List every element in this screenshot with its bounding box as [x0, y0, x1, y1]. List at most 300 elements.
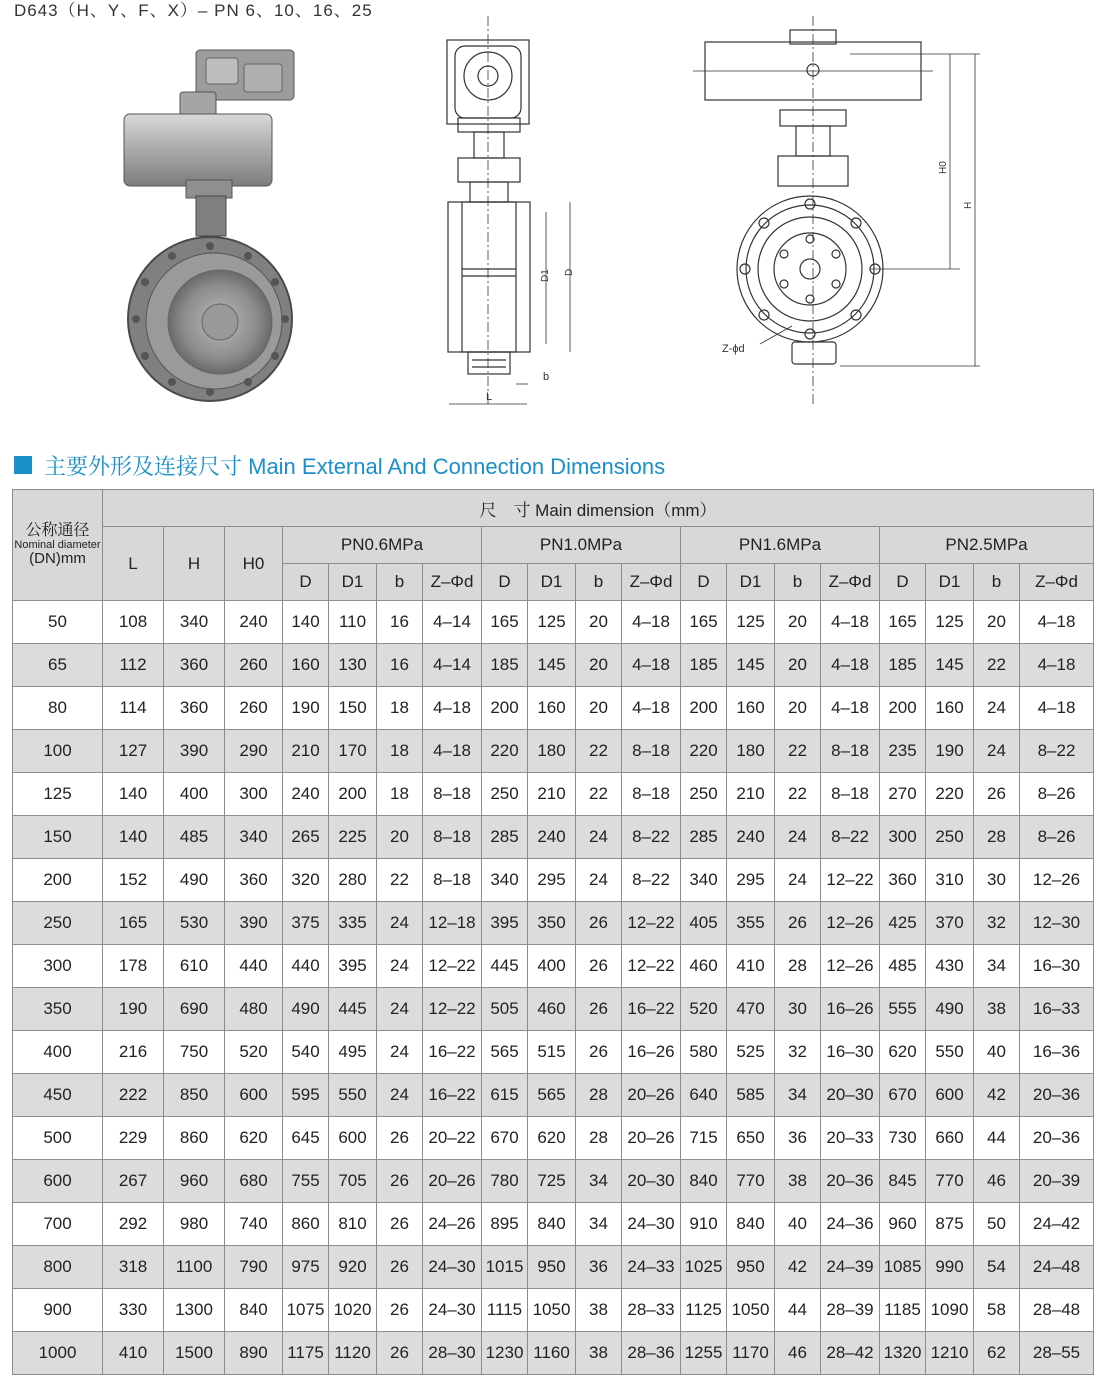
table-cell: 660 — [926, 1117, 974, 1160]
sub-column-header: Z–Φd — [1020, 564, 1094, 601]
table-cell: 40 — [974, 1031, 1020, 1074]
table-cell: 125 — [926, 601, 974, 644]
nominal-diameter-cell: 125 — [13, 773, 103, 816]
table-cell: 16–22 — [423, 1074, 482, 1117]
valve-photo — [124, 50, 294, 401]
table-cell: 300 — [880, 816, 926, 859]
table-cell: 8–18 — [821, 730, 880, 773]
table-cell: 360 — [164, 687, 225, 730]
table-cell: 750 — [164, 1031, 225, 1074]
table-cell: 250 — [926, 816, 974, 859]
table-cell: 24–36 — [821, 1203, 880, 1246]
sub-column-header: D — [681, 564, 727, 601]
table-cell: 28 — [576, 1117, 622, 1160]
table-cell: 790 — [225, 1246, 283, 1289]
table-cell: 190 — [926, 730, 974, 773]
table-cell: 20–26 — [622, 1117, 681, 1160]
sub-column-header: b — [775, 564, 821, 601]
table-cell: 24 — [974, 730, 1020, 773]
table-cell: 990 — [926, 1246, 974, 1289]
table-cell: 470 — [727, 988, 775, 1031]
table-cell: 20 — [377, 816, 423, 859]
table-cell: 860 — [283, 1203, 329, 1246]
table-cell: 22 — [576, 773, 622, 816]
table-cell: 200 — [880, 687, 926, 730]
table-cell: 300 — [225, 773, 283, 816]
nominal-diameter-cell: 200 — [13, 859, 103, 902]
nominal-diameter-cell: 350 — [13, 988, 103, 1031]
table-cell: 4–18 — [1020, 644, 1094, 687]
table-cell: 4–14 — [423, 644, 482, 687]
table-cell: 12–22 — [622, 902, 681, 945]
sub-column-header: D1 — [528, 564, 576, 601]
table-cell: 145 — [727, 644, 775, 687]
nominal-diameter-cell: 150 — [13, 816, 103, 859]
table-cell: 550 — [329, 1074, 377, 1117]
nominal-diameter-en: Nominal diameter — [14, 538, 101, 551]
nominal-diameter-cell: 50 — [13, 601, 103, 644]
table-cell: 4–18 — [622, 687, 681, 730]
table-cell: 490 — [164, 859, 225, 902]
nominal-diameter-cell: 450 — [13, 1074, 103, 1117]
table-cell: 860 — [164, 1117, 225, 1160]
table-row — [13, 644, 1094, 687]
table-cell: 390 — [164, 730, 225, 773]
table-cell: 920 — [329, 1246, 377, 1289]
table-cell: 1210 — [926, 1332, 974, 1375]
table-cell: 34 — [775, 1074, 821, 1117]
table-cell: 20–30 — [821, 1074, 880, 1117]
table-cell: 355 — [727, 902, 775, 945]
table-cell: 600 — [926, 1074, 974, 1117]
table-cell: 44 — [775, 1289, 821, 1332]
table-cell: 540 — [283, 1031, 329, 1074]
table-cell: 24 — [974, 687, 1020, 730]
sub-column-header: D1 — [329, 564, 377, 601]
column-header-l: L — [103, 527, 164, 601]
table-cell: 140 — [103, 816, 164, 859]
table-cell: 680 — [225, 1160, 283, 1203]
sub-column-header: Z–Φd — [423, 564, 482, 601]
table-cell: 42 — [974, 1074, 1020, 1117]
table-cell: 152 — [103, 859, 164, 902]
table-cell: 127 — [103, 730, 164, 773]
table-cell: 4–18 — [1020, 601, 1094, 644]
table-cell: 840 — [727, 1203, 775, 1246]
table-cell: 26 — [377, 1289, 423, 1332]
table-cell: 145 — [528, 644, 576, 687]
dimensions-table — [12, 489, 1094, 1375]
table-cell: 220 — [681, 730, 727, 773]
table-cell: 400 — [164, 773, 225, 816]
table-cell: 845 — [880, 1160, 926, 1203]
table-cell: 225 — [329, 816, 377, 859]
table-cell: 150 — [329, 687, 377, 730]
nominal-diameter-cell: 300 — [13, 945, 103, 988]
table-cell: 260 — [225, 644, 283, 687]
table-cell: 165 — [103, 902, 164, 945]
sub-column-header: b — [377, 564, 423, 601]
table-cell: 16–36 — [1020, 1031, 1094, 1074]
table-cell: 44 — [974, 1117, 1020, 1160]
table-cell: 520 — [225, 1031, 283, 1074]
table-row — [13, 773, 1094, 816]
table-cell: 165 — [681, 601, 727, 644]
table-cell: 645 — [283, 1117, 329, 1160]
section-heading — [14, 450, 665, 480]
table-cell: 565 — [482, 1031, 528, 1074]
table-cell: 495 — [329, 1031, 377, 1074]
table-cell: 8–18 — [622, 773, 681, 816]
table-cell: 24–26 — [423, 1203, 482, 1246]
table-cell: 26 — [377, 1203, 423, 1246]
table-cell: 20–39 — [1020, 1160, 1094, 1203]
table-cell: 24 — [377, 902, 423, 945]
table-cell: 8–18 — [423, 773, 482, 816]
front-view-h-label: H — [963, 201, 974, 209]
table-cell: 185 — [482, 644, 528, 687]
table-cell: 400 — [528, 945, 576, 988]
table-cell: 310 — [926, 859, 974, 902]
table-row — [13, 1031, 1094, 1074]
section-square-icon — [14, 456, 32, 474]
table-cell: 145 — [926, 644, 974, 687]
table-cell: 12–22 — [622, 945, 681, 988]
table-cell: 12–22 — [423, 988, 482, 1031]
table-cell: 4–14 — [423, 601, 482, 644]
table-cell: 4–18 — [1020, 687, 1094, 730]
sub-column-header: D — [482, 564, 528, 601]
table-cell: 585 — [727, 1074, 775, 1117]
table-cell: 16–33 — [1020, 988, 1094, 1031]
nominal-diameter-cell: 250 — [13, 902, 103, 945]
table-cell: 46 — [775, 1332, 821, 1375]
nominal-diameter-cell: 900 — [13, 1289, 103, 1332]
table-cell: 26 — [775, 902, 821, 945]
table-cell: 705 — [329, 1160, 377, 1203]
side-view-d1-label: D1 — [540, 269, 551, 282]
table-cell: 490 — [926, 988, 974, 1031]
table-cell: 640 — [681, 1074, 727, 1117]
table-cell: 30 — [775, 988, 821, 1031]
table-cell: 24 — [377, 988, 423, 1031]
table-cell: 20 — [775, 644, 821, 687]
table-cell: 20–33 — [821, 1117, 880, 1160]
table-cell: 229 — [103, 1117, 164, 1160]
table-cell: 34 — [576, 1160, 622, 1203]
table-cell: 8–22 — [622, 859, 681, 902]
table-cell: 515 — [528, 1031, 576, 1074]
table-cell: 24 — [377, 945, 423, 988]
table-cell: 180 — [727, 730, 775, 773]
table-cell: 270 — [880, 773, 926, 816]
table-cell: 4–18 — [821, 687, 880, 730]
table-cell: 375 — [283, 902, 329, 945]
table-cell: 28–33 — [622, 1289, 681, 1332]
table-cell: 16–22 — [622, 988, 681, 1031]
table-cell: 28 — [576, 1074, 622, 1117]
table-cell: 770 — [926, 1160, 974, 1203]
table-cell: 24–48 — [1020, 1246, 1094, 1289]
table-cell: 340 — [681, 859, 727, 902]
table-cell: 20–36 — [821, 1160, 880, 1203]
table-cell: 580 — [681, 1031, 727, 1074]
table-row — [13, 1289, 1094, 1332]
table-cell: 24–30 — [423, 1289, 482, 1332]
table-cell: 125 — [727, 601, 775, 644]
table-cell: 16–30 — [1020, 945, 1094, 988]
table-cell: 360 — [880, 859, 926, 902]
sub-column-header: b — [974, 564, 1020, 601]
table-row — [13, 859, 1094, 902]
side-view-drawing — [447, 16, 570, 406]
table-cell: 26 — [377, 1160, 423, 1203]
table-cell: 28–30 — [423, 1332, 482, 1375]
table-cell: 620 — [528, 1117, 576, 1160]
table-cell: 28 — [974, 816, 1020, 859]
table-row — [13, 816, 1094, 859]
table-cell: 4–18 — [622, 644, 681, 687]
side-view-b-label: b — [543, 371, 550, 383]
table-cell: 200 — [482, 687, 528, 730]
table-row — [13, 988, 1094, 1031]
table-cell: 32 — [775, 1031, 821, 1074]
table-cell: 24 — [377, 1031, 423, 1074]
table-cell: 110 — [329, 601, 377, 644]
table-cell: 430 — [926, 945, 974, 988]
table-cell: 24–33 — [622, 1246, 681, 1289]
table-cell: 292 — [103, 1203, 164, 1246]
table-cell: 20 — [576, 644, 622, 687]
table-cell: 725 — [528, 1160, 576, 1203]
table-cell: 34 — [974, 945, 1020, 988]
table-cell: 8–26 — [1020, 816, 1094, 859]
table-cell: 780 — [482, 1160, 528, 1203]
table-cell: 960 — [880, 1203, 926, 1246]
table-cell: 20 — [775, 601, 821, 644]
table-cell: 335 — [329, 902, 377, 945]
table-cell: 160 — [528, 687, 576, 730]
table-cell: 490 — [283, 988, 329, 1031]
table-cell: 1090 — [926, 1289, 974, 1332]
table-cell: 285 — [681, 816, 727, 859]
table-cell: 910 — [681, 1203, 727, 1246]
table-cell: 24 — [775, 816, 821, 859]
nominal-diameter-cell: 700 — [13, 1203, 103, 1246]
table-row — [13, 1117, 1094, 1160]
table-cell: 1170 — [727, 1332, 775, 1375]
table-cell: 24–39 — [821, 1246, 880, 1289]
table-cell: 615 — [482, 1074, 528, 1117]
table-cell: 26 — [576, 988, 622, 1031]
table-cell: 360 — [164, 644, 225, 687]
table-cell: 330 — [103, 1289, 164, 1332]
table-row — [13, 687, 1094, 730]
table-cell: 200 — [329, 773, 377, 816]
table-cell: 20–36 — [1020, 1074, 1094, 1117]
table-cell: 185 — [880, 644, 926, 687]
table-cell: 20 — [576, 601, 622, 644]
table-cell: 295 — [528, 859, 576, 902]
table-cell: 30 — [974, 859, 1020, 902]
table-cell: 730 — [880, 1117, 926, 1160]
table-cell: 20 — [576, 687, 622, 730]
table-cell: 1255 — [681, 1332, 727, 1375]
table-cell: 20–36 — [1020, 1117, 1094, 1160]
table-cell: 38 — [576, 1289, 622, 1332]
table-cell: 1160 — [528, 1332, 576, 1375]
table-cell: 210 — [528, 773, 576, 816]
table-cell: 1320 — [880, 1332, 926, 1375]
table-cell: 18 — [377, 730, 423, 773]
table-cell: 890 — [225, 1332, 283, 1375]
main-dimension-header: 尺 寸 Main dimension（mm） — [103, 490, 1094, 527]
table-cell: 8–18 — [423, 816, 482, 859]
pressure-group-header: PN1.0MPa — [482, 527, 681, 564]
table-row — [13, 601, 1094, 644]
table-cell: 8–18 — [821, 773, 880, 816]
table-cell: 36 — [775, 1117, 821, 1160]
table-cell: 265 — [283, 816, 329, 859]
table-cell: 340 — [482, 859, 528, 902]
table-cell: 1125 — [681, 1289, 727, 1332]
table-cell: 210 — [283, 730, 329, 773]
table-cell: 32 — [974, 902, 1020, 945]
table-cell: 395 — [482, 902, 528, 945]
table-cell: 555 — [880, 988, 926, 1031]
table-cell: 38 — [576, 1332, 622, 1375]
table-cell: 250 — [482, 773, 528, 816]
table-cell: 8–18 — [423, 859, 482, 902]
table-cell: 895 — [482, 1203, 528, 1246]
table-row — [13, 1160, 1094, 1203]
table-cell: 58 — [974, 1289, 1020, 1332]
sub-column-header: D1 — [926, 564, 974, 601]
table-cell: 410 — [727, 945, 775, 988]
table-cell: 38 — [974, 988, 1020, 1031]
table-cell: 340 — [225, 816, 283, 859]
table-cell: 600 — [225, 1074, 283, 1117]
table-cell: 350 — [528, 902, 576, 945]
table-cell: 4–18 — [821, 644, 880, 687]
table-cell: 975 — [283, 1246, 329, 1289]
table-cell: 360 — [225, 859, 283, 902]
table-cell: 840 — [528, 1203, 576, 1246]
nominal-diameter-cell: 100 — [13, 730, 103, 773]
table-cell: 610 — [164, 945, 225, 988]
table-cell: 1015 — [482, 1246, 528, 1289]
table-cell: 1230 — [482, 1332, 528, 1375]
table-row — [13, 1203, 1094, 1246]
table-cell: 550 — [926, 1031, 974, 1074]
table-cell: 26 — [576, 1031, 622, 1074]
table-cell: 4–18 — [423, 730, 482, 773]
table-cell: 36 — [576, 1246, 622, 1289]
table-cell: 114 — [103, 687, 164, 730]
table-cell: 46 — [974, 1160, 1020, 1203]
sub-column-header: D — [880, 564, 926, 601]
side-view-l-label: L — [486, 391, 493, 403]
table-cell: 18 — [377, 687, 423, 730]
table-cell: 755 — [283, 1160, 329, 1203]
table-cell: 395 — [329, 945, 377, 988]
table-cell: 690 — [164, 988, 225, 1031]
table-cell: 200 — [681, 687, 727, 730]
table-cell: 185 — [681, 644, 727, 687]
table-cell: 370 — [926, 902, 974, 945]
side-view-d-label: D — [564, 268, 575, 276]
table-cell: 26 — [974, 773, 1020, 816]
product-figures — [0, 14, 1100, 414]
table-cell: 530 — [164, 902, 225, 945]
table-cell: 390 — [225, 902, 283, 945]
table-cell: 240 — [528, 816, 576, 859]
table-cell: 480 — [225, 988, 283, 1031]
table-cell: 34 — [576, 1203, 622, 1246]
table-cell: 240 — [727, 816, 775, 859]
table-cell: 54 — [974, 1246, 1020, 1289]
table-cell: 28–48 — [1020, 1289, 1094, 1332]
table-row — [13, 945, 1094, 988]
table-cell: 235 — [880, 730, 926, 773]
table-cell: 460 — [528, 988, 576, 1031]
table-cell: 26 — [377, 1332, 423, 1375]
sub-column-header: D1 — [727, 564, 775, 601]
table-cell: 190 — [103, 988, 164, 1031]
table-cell: 165 — [880, 601, 926, 644]
table-cell: 485 — [880, 945, 926, 988]
table-cell: 240 — [225, 601, 283, 644]
table-cell: 26 — [576, 945, 622, 988]
table-cell: 22 — [775, 730, 821, 773]
table-cell: 16–26 — [622, 1031, 681, 1074]
table-cell: 4–18 — [821, 601, 880, 644]
table-cell: 42 — [775, 1246, 821, 1289]
table-cell: 24–30 — [423, 1246, 482, 1289]
table-cell: 160 — [926, 687, 974, 730]
table-cell: 1175 — [283, 1332, 329, 1375]
nominal-diameter-cell: 1000 — [13, 1332, 103, 1375]
table-cell: 140 — [103, 773, 164, 816]
table-cell: 12–30 — [1020, 902, 1094, 945]
table-cell: 1085 — [880, 1246, 926, 1289]
table-cell: 26 — [377, 1246, 423, 1289]
table-cell: 20–26 — [423, 1160, 482, 1203]
table-cell: 290 — [225, 730, 283, 773]
table-cell: 1020 — [329, 1289, 377, 1332]
table-cell: 28–39 — [821, 1289, 880, 1332]
table-cell: 440 — [283, 945, 329, 988]
table-cell: 22 — [377, 859, 423, 902]
table-cell: 8–18 — [622, 730, 681, 773]
nominal-diameter-cell: 600 — [13, 1160, 103, 1203]
table-cell: 20–26 — [622, 1074, 681, 1117]
table-cell: 28–36 — [622, 1332, 681, 1375]
table-cell: 16 — [377, 644, 423, 687]
table-row — [13, 730, 1094, 773]
table-cell: 20–22 — [423, 1117, 482, 1160]
front-view-h0-label: H0 — [938, 161, 949, 174]
table-cell: 220 — [926, 773, 974, 816]
table-cell: 260 — [225, 687, 283, 730]
table-cell: 16 — [377, 601, 423, 644]
table-cell: 770 — [727, 1160, 775, 1203]
table-cell: 410 — [103, 1332, 164, 1375]
table-cell: 62 — [974, 1332, 1020, 1375]
model-title: D643（H、Y、F、X）– PN 6、10、16、25 — [14, 1, 373, 20]
table-cell: 8–22 — [1020, 730, 1094, 773]
table-cell: 250 — [681, 773, 727, 816]
